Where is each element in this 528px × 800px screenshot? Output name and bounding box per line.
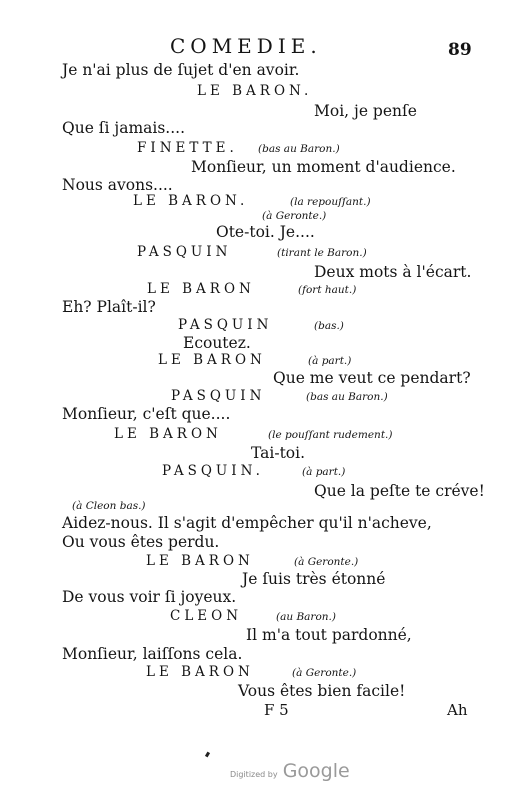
stage-direction: (au Baron.)	[276, 611, 336, 623]
verse-line: Monſieur, laiſſons cela.	[62, 645, 243, 663]
verse-line: Que ſi jamais....	[62, 119, 186, 137]
stage-direction: (à Geronte.)	[262, 210, 327, 222]
stage-direction: (à Cleon bas.)	[72, 500, 146, 512]
speaker-name: PASQUIN	[171, 388, 266, 404]
verse-line: Tai-toi.	[251, 444, 306, 462]
verse-line: Il m'a tout pardonné,	[246, 626, 412, 644]
speaker-name: FINETTE.	[137, 140, 238, 156]
stage-direction: (tirant le Baron.)	[277, 247, 367, 259]
stage-direction: (bas au Baron.)	[306, 391, 388, 403]
verse-line: Eh? Plaît-il?	[62, 298, 156, 316]
stage-direction: (bas.)	[314, 320, 344, 332]
verse-line: De vous voir ſi joyeux.	[62, 588, 237, 606]
speaker-name: LE BARON.	[197, 83, 313, 99]
speaker-name: LE BARON	[146, 664, 254, 680]
verse-line: Deux mots à l'écart.	[314, 263, 472, 281]
stage-direction: (la repouſſant.)	[290, 196, 371, 208]
speaker-name: PASQUIN	[137, 244, 232, 260]
speaker-name: LE BARON.	[133, 193, 249, 209]
digitized-watermark	[230, 760, 350, 782]
running-header: COMEDIE.	[170, 34, 322, 58]
ink-speck	[205, 752, 210, 758]
verse-line: Que la peſte te créve!	[314, 482, 485, 500]
speaker-name: PASQUIN	[178, 317, 273, 333]
speaker-name: CLEON	[170, 608, 243, 624]
stage-direction: (à part.)	[308, 355, 352, 367]
page-number: 89	[448, 40, 472, 60]
verse-line: Ou vous êtes perdu.	[62, 533, 220, 551]
verse-line: Monſieur, c'eſt que....	[62, 405, 231, 423]
verse-line: Je ſuis très étonné	[242, 570, 386, 588]
verse-line: Ote-toi. Je....	[216, 223, 315, 241]
speaker-name: LE BARON	[146, 553, 254, 569]
verse-line: Moi, je penſe	[314, 102, 417, 120]
google-logo: Google	[282, 760, 350, 782]
stage-direction: (à part.)	[302, 466, 346, 478]
stage-direction: (à Geronte.)	[294, 556, 359, 568]
stage-direction: (à Geronte.)	[292, 667, 357, 679]
verse-line: Monſieur, un moment d'audience.	[191, 158, 456, 176]
verse-line: Je n'ai plus de ſujet d'en avoir.	[62, 61, 300, 79]
speaker-name: LE BARON	[147, 281, 255, 297]
speaker-name: LE BARON	[114, 426, 222, 442]
catchword: Ah	[447, 701, 468, 719]
stage-direction: (le pouſſant rudement.)	[268, 429, 393, 441]
verse-line: Nous avons....	[62, 176, 173, 194]
verse-line: Que me veut ce pendart?	[273, 369, 471, 387]
verse-line: Ecoutez.	[183, 334, 251, 352]
signature-mark: F 5	[264, 701, 289, 719]
verse-line: Vous êtes bien facile!	[238, 682, 406, 700]
stage-direction: (fort haut.)	[298, 284, 357, 296]
speaker-name: PASQUIN.	[162, 463, 264, 479]
verse-line: Aidez-nous. Il s'agit d'empêcher qu'il n'acheve,	[62, 514, 432, 532]
digitized-by-text: Digitized by	[230, 770, 278, 779]
speaker-name: LE BARON	[158, 352, 266, 368]
stage-direction: (bas au Baron.)	[258, 143, 340, 155]
